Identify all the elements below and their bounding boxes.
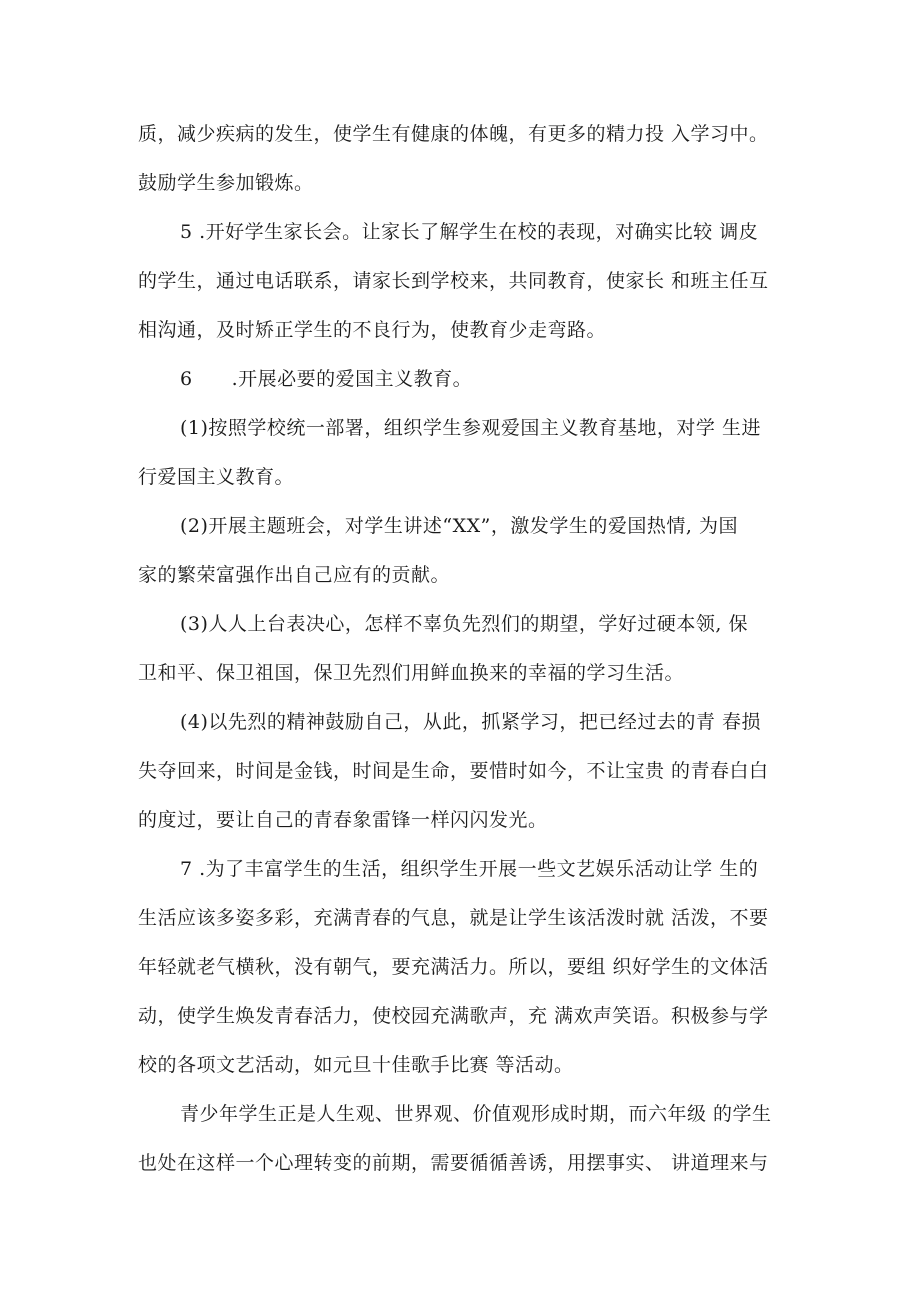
sub-item-3: (3)人人上台表决心，怎样不辜负先烈们的期望，学好过硬本领, 保 xyxy=(180,613,748,635)
text-line: 质，减少疾病的发生，使学生有健康的体魄，有更多的精力投 入学习中。 xyxy=(138,123,769,145)
text-line: 鼓励学生参加锻炼。 xyxy=(138,172,314,194)
text-line: 的学生，通过电话联系，请家长到学校来，共同教育，使家长 和班主任互 xyxy=(138,270,769,292)
text-line: 失夺回来，时间是金钱，时间是生命，要惜时如今，不让宝贵 的青春白白 xyxy=(138,760,769,782)
text-line: 卫和平、保卫祖国，保卫先烈们用鲜血换来的幸福的学习生活。 xyxy=(138,662,685,684)
sub-item-2: (2)开展主题班会，对学生讲述“XX”，激发学生的爱国热情, 为国 xyxy=(180,515,738,537)
paragraph-item-5: 5 .开好学生家长会。让家长了解学生在校的表现，对确实比较 调皮 xyxy=(180,221,759,243)
paragraph-closing: 青少年学生正是人生观、世界观、价值观形成时期，而六年级 的学生 xyxy=(180,1103,772,1125)
text-line: 生活应该多姿多彩，充满青春的气息，就是让学生该活泼时就 活泼，不要 xyxy=(138,907,769,929)
text-line: 的度过，要让自己的青春象雷锋一样闪闪发光。 xyxy=(138,809,548,831)
text-line: 家的繁荣富强作出自己应有的贡献。 xyxy=(138,564,451,586)
text-line: 年轻就老气横秋，没有朝气，要充满活力。所以，要组 织好学生的文体活 xyxy=(138,956,769,978)
paragraph-item-7: 7 .为了丰富学生的生活，组织学生开展一些文艺娱乐活动让学 生的 xyxy=(180,858,759,880)
text-line: 校的各项文艺活动，如元旦十佳歌手比赛 等活动。 xyxy=(138,1054,574,1076)
paragraph-item-6: 6 .开展必要的爱国主义教育。 xyxy=(180,368,473,390)
sub-item-1: (1)按照学校统一部署，组织学生参观爱国主义教育基地，对学 生进 xyxy=(180,417,761,439)
text-line: 相沟通，及时矫正学生的不良行为，使教育少走弯路。 xyxy=(138,319,607,341)
text-line: 动，使学生焕发青春活力，使校园充满歌声，充 满欢声笑语。积极参与学 xyxy=(138,1005,769,1027)
text-line: 行爱国主义教育。 xyxy=(138,466,295,488)
sub-item-4: (4)以先烈的精神鼓励自己，从此，抓紧学习，把已经过去的青 春损 xyxy=(180,711,761,733)
text-line: 也处在这样一个心理转变的前期，需要循循善诱，用摆事实、 讲道理来与 xyxy=(138,1152,769,1174)
